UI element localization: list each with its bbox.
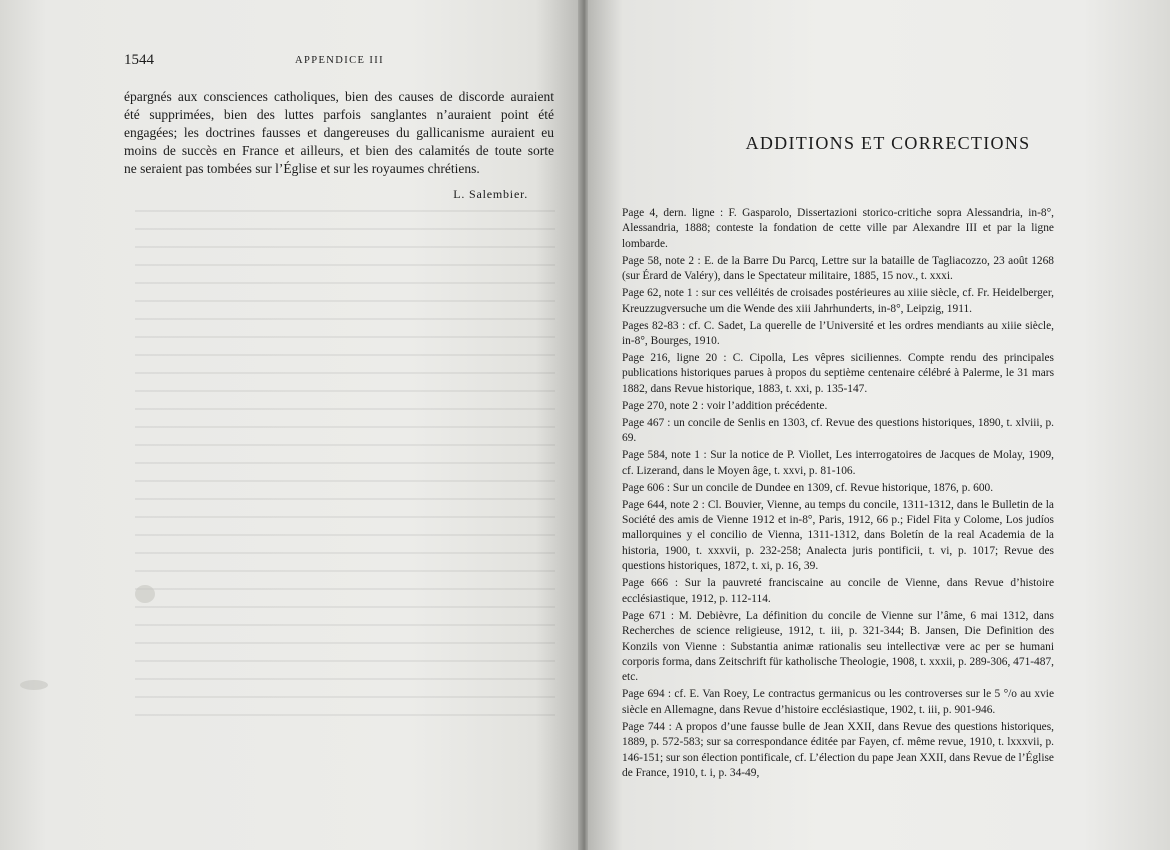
- correction-entry: Page 216, ligne 20 : C. Cipolla, Les vêpres siciliennes. Compte rendu des principales publications historiques parues à propos du septième centenaire célébré à Palerme, le 31 mars 1882, dans Revue historique, 1883, t. xxi, p. 135-147.: [622, 352, 1054, 395]
- correction-entry: Page 584, note 1 : Sur la notice de P. Viollet, Les interrogatoires de Jacques de Molay, 1909, cf. Lizerand, dans le Moyen âge, t. xxvi, p. 81-106.: [622, 449, 1054, 477]
- show-through-text: [135, 200, 555, 720]
- section-title: ADDITIONS ET CORRECTIONS: [745, 133, 1031, 153]
- author-signature: L. Salembier.: [453, 187, 528, 201]
- page-number: 1544: [124, 52, 154, 68]
- correction-entry: Page 644, note 2 : Cl. Bouvier, Vienne, au temps du concile, 1311-1312, dans le Bulletin de la Société des amis de Vienne 1912 et in-8°, Paris, 1912, 66 p.; Fidel Fita y Colome, Los judíos mallorquines y el concilio de Vienna, 1311-1312, dans Boletín de la real Academia de la historia, 1900, t. xxxvii, p. 232-258; Analecta juris pontificii, t. vi, p. 1017; Revue des questions historiques, 1872, t. xi, p. 16, 39.: [622, 498, 1054, 573]
- running-head-title: APPENDICE III: [295, 55, 385, 66]
- correction-entry: Page 270, note 2 : voir l’addition précédente.: [622, 399, 828, 412]
- correction-entry: Page 4, dern. ligne : F. Gasparolo, Dissertazioni storico-critiche sopra Alessandria, in-8°, Alessandria, 1888; conteste la fondation de cette ville par Alexandre III et par la ligne lombarde.: [622, 207, 1054, 250]
- body-text: [124, 88, 554, 178]
- text-line: épargnés aux consciences catholiques, bien des causes de discorde auraient: [124, 89, 554, 104]
- page-blemish: [20, 680, 48, 690]
- corrections-list: [622, 206, 1054, 783]
- page-blemish: [135, 585, 155, 603]
- correction-entry: Page 606 : Sur un concile de Dundee en 1309, cf. Revue historique, 1876, p. 600.: [622, 481, 994, 494]
- correction-entry: Page 58, note 2 : E. de la Barre Du Parcq, Lettre sur la bataille de Tagliacozzo, 23 août 1268 (sur Érard de Valéry), dans le Spectateur militaire, 1885, 15 nov., t. xxxi.: [622, 254, 1054, 283]
- correction-entry: Page 744 : A propos d’une fausse bulle de Jean XXII, dans Revue des questions historiques, 1889, p. 572-583; sur sa correspondance éditée par Fayen, cf. même revue, 1910, t. lxxxvii, p. 146-151; sur son élection pontificale, cf. L’élection du pape Jean XXII, dans Revue de l’Église de France, 1910, t. i, p. 34-49,: [622, 720, 1054, 779]
- text-line: été supprimées, bien des luttes parfois sanglantes n’auraient point été: [124, 107, 554, 122]
- text-line: moins de succès en France et ailleurs, et bien des calamités de toute sorte: [124, 143, 554, 158]
- correction-entry: Page 694 : cf. E. Van Roey, Le contractus germanicus ou les controverses sur le 5 °/o au xvie siècle en Allemagne, dans Revue d’histoire ecclésiastique, 1902, t. iii, p. 901-946.: [622, 688, 1054, 716]
- correction-entry: Page 467 : un concile de Senlis en 1303, cf. Revue des questions historiques, 1890, t. xlviii, p. 69.: [622, 416, 1054, 445]
- correction-entry: Page 671 : M. Debièvre, La définition du concile de Vienne sur l’âme, 6 mai 1312, dans Recherches de science religieuse, 1912, t. iii, p. 321-344; B. Jansen, Die Definition des Konzils von Vienne : Substantia animæ rationalis seu intellectivæ vere ac per se humani corporis forma, dans Zeitschrift für katholische Theologie, 1908, t. xxxii, p. 289-306, 471-487, etc.: [622, 609, 1054, 684]
- running-head: [124, 52, 554, 76]
- text-line: engagées; les doctrines fausses et dangereuses du gallicanisme auraient eu: [124, 125, 554, 140]
- text-line: ne seraient pas tombées sur l’Église et sur les royaumes chrétiens.: [124, 161, 480, 176]
- correction-entry: Page 666 : Sur la pauvreté franciscaine au concile de Vienne, dans Revue d’histoire ecclésiastique, 1912, p. 112-114.: [622, 577, 1054, 605]
- correction-entry: Page 62, note 1 : sur ces velléités de croisades postérieures au xiiie siècle, cf. Fr. Heidelberger, Kreuzzugversuche um die Wende des xiii Jahrhunderts, in-8°, Leipzig, 1911.: [622, 287, 1054, 315]
- correction-entry: Pages 82-83 : cf. C. Sadet, La querelle de l’Université et les ordres mendiants au xiiie siècle, in-8°, Bourges, 1910.: [622, 319, 1054, 348]
